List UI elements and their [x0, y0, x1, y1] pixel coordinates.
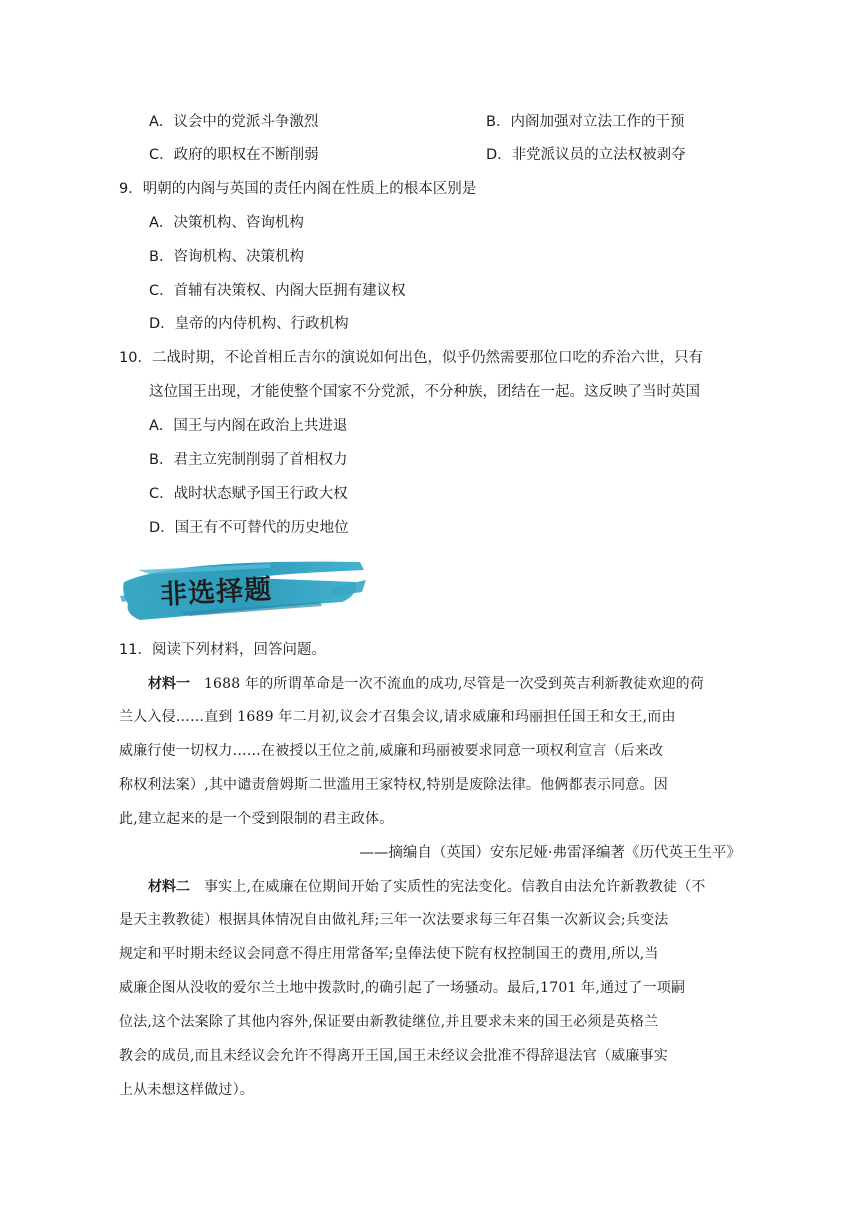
material-1-source: ——摘编自（英国）安东尼娅·弗雷泽编著《历代英王生平》	[359, 845, 741, 861]
material-2-line6: 教会的成员,而且未经议会允许不得离开王国,国王未经议会批准不得辞退法官（威廉事实	[119, 1048, 668, 1064]
q10-option-b[interactable]: B．君主立宪制削弱了首相权力	[149, 452, 348, 468]
material-2-line1	[148, 877, 706, 897]
material-1-line2: 兰人入侵……直到 1689 年二月初,议会才召集会议,请求威廉和玛丽担任国王和女王,而由	[119, 709, 676, 725]
material-1-line1	[148, 674, 704, 694]
q9-option-b[interactable]: B．咨询机构、决策机构	[149, 249, 304, 265]
q9-option-d[interactable]: D．皇帝的内侍机构、行政机构	[149, 316, 349, 332]
q8-option-c[interactable]: C．政府的职权在不断削弱	[149, 147, 319, 163]
material-1-line5: 此,建立起来的是一个受到限制的君主政体。	[119, 811, 394, 827]
material-2-line2: 是天主教教徒）根据具体情况自由做礼拜;三年一次法要求每三年召集一次新议会;兵变法	[119, 912, 669, 928]
q8-option-b[interactable]: B．内阁加强对立法工作的干预	[486, 114, 685, 130]
material-1-line3: 威廉行使一切权力……在被授以王位之前,威廉和玛丽被要求同意一项权利宣言（后来改	[119, 743, 664, 759]
q9-option-c[interactable]: C．首辅有决策权、内阁大臣拥有建议权	[149, 283, 406, 299]
material-1-label: 材料一	[148, 676, 190, 692]
material-1-line4: 称权利法案）,其中谴责詹姆斯二世滥用王家特权,特别是废除法律。他俩都表示同意。因	[119, 777, 668, 793]
section-title: 非选择题	[159, 574, 273, 611]
q8-option-a[interactable]: A．议会中的党派斗争激烈	[149, 114, 319, 130]
q8-option-d[interactable]: D．非党派议员的立法权被剥夺	[486, 147, 686, 163]
q10-option-c[interactable]: C．战时状态赋予国王行政大权	[149, 486, 348, 502]
material-2-line3: 规定和平时期未经议会同意不得庄用常备军;皇俸法使下院有权控制国王的费用,所以,当	[119, 946, 659, 962]
q10-option-a[interactable]: A．国王与内阁在政治上共进退	[149, 418, 348, 434]
material-2-line7: 上从未想这样做过）。	[119, 1082, 254, 1098]
q11-stem: 11．阅读下列材料，回答问题。	[119, 642, 326, 658]
material-2-text: 事实上,在威廉在位期间开始了实质性的宪法变化。信教自由法允许新教教徒（不	[203, 879, 706, 895]
q9-option-a[interactable]: A．决策机构、咨询机构	[149, 215, 304, 231]
section-banner	[120, 552, 366, 624]
material-2-line4: 威廉企图从没收的爱尔兰土地中拨款时,的确引起了一场骚动。最后,1701 年,通过了一项嗣	[119, 980, 686, 996]
material-1-text: 1688 年的所谓革命是一次不流血的成功,尽管是一次受到英吉利新教徒欢迎的荷	[203, 676, 705, 692]
q10-stem-line1: 10．二战时期，不论首相丘吉尔的演说如何出色，似乎仍然需要那位口吃的乔治六世，只有	[119, 350, 703, 366]
q9-stem: 9．明朝的内阁与英国的责任内阁在性质上的根本区别是	[119, 181, 477, 197]
q10-option-d[interactable]: D．国王有不可替代的历史地位	[149, 520, 349, 536]
material-2-label: 材料二	[148, 879, 190, 895]
q10-stem-line2: 这位国王出现，才能使整个国家不分党派，不分种族，团结在一起。这反映了当时英国	[149, 384, 700, 400]
material-2-line5: 位法,这个法案除了其他内容外,保证要由新教徒继位,并且要求未来的国王必须是英格兰	[119, 1014, 659, 1030]
